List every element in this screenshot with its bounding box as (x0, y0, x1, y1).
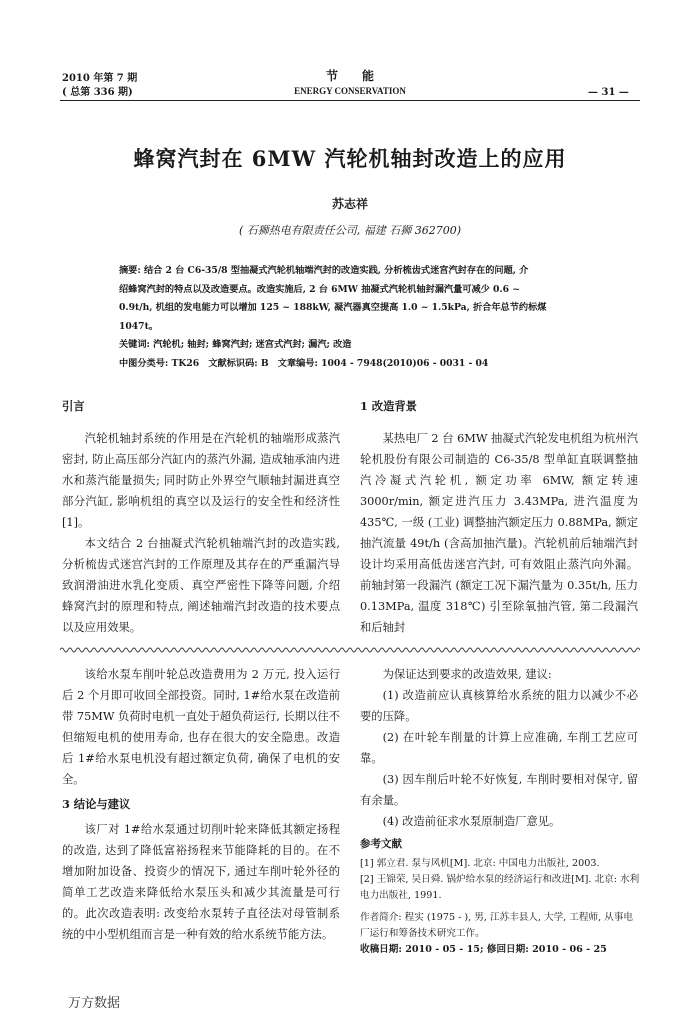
lower-right-body (360, 664, 638, 832)
paragraph: 本文结合 2 台抽凝式汽轮机轴端汽封的改造实践, 分析梳齿式迷宫汽封的工作原理及其存在的严重漏汽导致润滑油进水乳化变质、真空严密性下降等问题, 介绍蜂窝汽封的原理和特点, 阐述轴端汽封改造的技术要点以及应用效果。 (62, 537, 340, 634)
paragraph: 该给水泵车削叶轮总改造费用为 2 万元, 投入运行后 2 个月即可收回全部投资。同时, 1#给水泵在改造前带 75MW 负荷时电机一直处于超负荷运行, 长期以往不但缩短电机的使用寿命, 也存在很大的安全隐患。改造后 1#给水泵电机没有超过额定负荷, 确保了电机的安全。 (62, 668, 340, 786)
article-title: 蜂窝汽封在 6MW 汽轮机轴封改造上的应用 (133, 146, 567, 171)
intro-heading: 引言 (62, 399, 85, 413)
abstract-line: 绍蜂窝汽封的特点以及改造要点。改造实施后, 2 台 6MW 抽凝式汽轮机轴封漏汽量可减少 0.6 ~ (119, 283, 520, 295)
watermark-footer: 万方数据 (68, 996, 121, 1011)
intro-body (62, 428, 340, 638)
page-number: — 31 — (588, 87, 629, 98)
total-issue-label: ( 总第 336 期) (62, 87, 133, 98)
paragraph: 某热电厂 2 台 6MW 抽凝式汽轮发电机组为杭州汽轮机股份有限公司制造的 C6-35/8 型单缸直联调整抽汽冷凝式汽轮机, 额定功率 6MW, 额定转速 3000r/min, 额定进汽压力 3.43MPa, 进汽温度为 435℃, 一级 (工业) 调整抽汽额定压力 0.88MPa, 额定抽汽流量 49t/h (含高加抽汽量)。汽轮机前后轴端汽封设计均采用高低齿迷宫汽封, 可有效阻止蒸汽向外漏。前轴封第一段漏汽 (额定工况下漏汽量为 0.35t/h, 压力 0.13MPa, 温度 318℃) 引至除氧抽汽管, 第二段漏汽和后轴封 (360, 432, 638, 634)
lower-left-body (62, 664, 340, 945)
reference-item: [2] 王锦荣, 吴日舜. 锅炉给水泵的经济运行和改进[M]. 北京: 水利电力出版社, 1991. (360, 874, 640, 901)
abstract-block (119, 262, 594, 373)
references-heading: 参考文献 (360, 838, 402, 850)
author-note: 作者简介: 程实 (1975 - ), 男, 江苏丰县人, 大学, 工程师, 从事电厂运行和筹备技术研究工作。 (360, 912, 633, 939)
journal-name-cn: 节 能 (325, 69, 374, 83)
section-3-heading: 3 结论与建议 (62, 797, 131, 811)
section-1-body (360, 428, 638, 638)
journal-name-en: ENERGY CONSERVATION (294, 86, 406, 96)
suggestion-item: (2) 在叶轮车削量的计算上应准确, 车削工艺应可靠。 (360, 731, 638, 765)
suggestion-intro: 为保证达到要求的改造效果, 建议: (382, 668, 552, 681)
affiliation: ( 石狮热电有限责任公司, 福建 石狮 362700) (238, 224, 462, 237)
classification: 中图分类号: TK26 文献标识码: B 文章编号: 1004 - 7948(2010)06 - 0031 - 04 (119, 357, 489, 369)
reference-item: [1] 郭立君. 泵与风机[M]. 北京: 中国电力出版社, 2003. (360, 858, 600, 869)
suggestion-item: (1) 改造前应认真核算给水系统的阻力以减少不必要的压降。 (360, 689, 638, 723)
references-list (360, 856, 640, 958)
abstract-line: 1047t。 (119, 320, 159, 332)
suggestion-item: (3) 因车削后叶轮不好恢复, 车削时要相对保守, 留有余量。 (360, 773, 638, 807)
paragraph: 该厂对 1#给水泵通过切削叶轮来降低其额定扬程的改造, 达到了降低富裕扬程来节能降耗的目的。在不增加附加设备、投资少的情况下, 通过车削叶轮外径的简单工艺改造来降低给水泵压头和减少其流量是可行的。此次改造表明: 改变给水泵转子直径法对母管制系统的中小型机组而言是一种有效的给水系统节能方法。 (62, 823, 340, 941)
section-1-heading: 1 改造背景 (360, 399, 417, 413)
issue-label: 2010 年第 7 期 (62, 73, 138, 84)
author-name: 苏志祥 (331, 197, 368, 211)
wavy-separator (60, 645, 640, 655)
header-rule (60, 100, 640, 101)
paragraph: 汽轮机轴封系统的作用是在汽轮机的轴端形成蒸汽密封, 防止高压部分汽缸内的蒸汽外漏, 造成轴承油内进水和蒸汽能量损失; 同时防止外界空气顺轴封漏进真空部分汽缸, 影响机组的真空以及运行的安全性和经济性[1]。 (62, 432, 340, 529)
received-dates: 收稿日期: 2010 - 05 - 15; 修回日期: 2010 - 06 - 25 (360, 944, 607, 955)
abstract-line: 0.9t/h, 机组的发电能力可以增加 125 ~ 188kW, 凝汽器真空提高 1.0 ~ 1.5kPa, 折合年总节约标煤 (119, 302, 547, 313)
abstract-line: 摘要: 结合 2 台 C6-35/8 型抽凝式汽轮机轴端汽封的改造实践, 分析梳齿式迷宫汽封存在的问题, 介 (119, 265, 529, 276)
keywords: 关键词: 汽轮机; 轴封; 蜂窝汽封; 迷宫式汽封; 漏汽; 改造 (119, 339, 352, 350)
suggestion-item: (4) 改造前征求水泵原制造厂意见。 (382, 815, 561, 828)
